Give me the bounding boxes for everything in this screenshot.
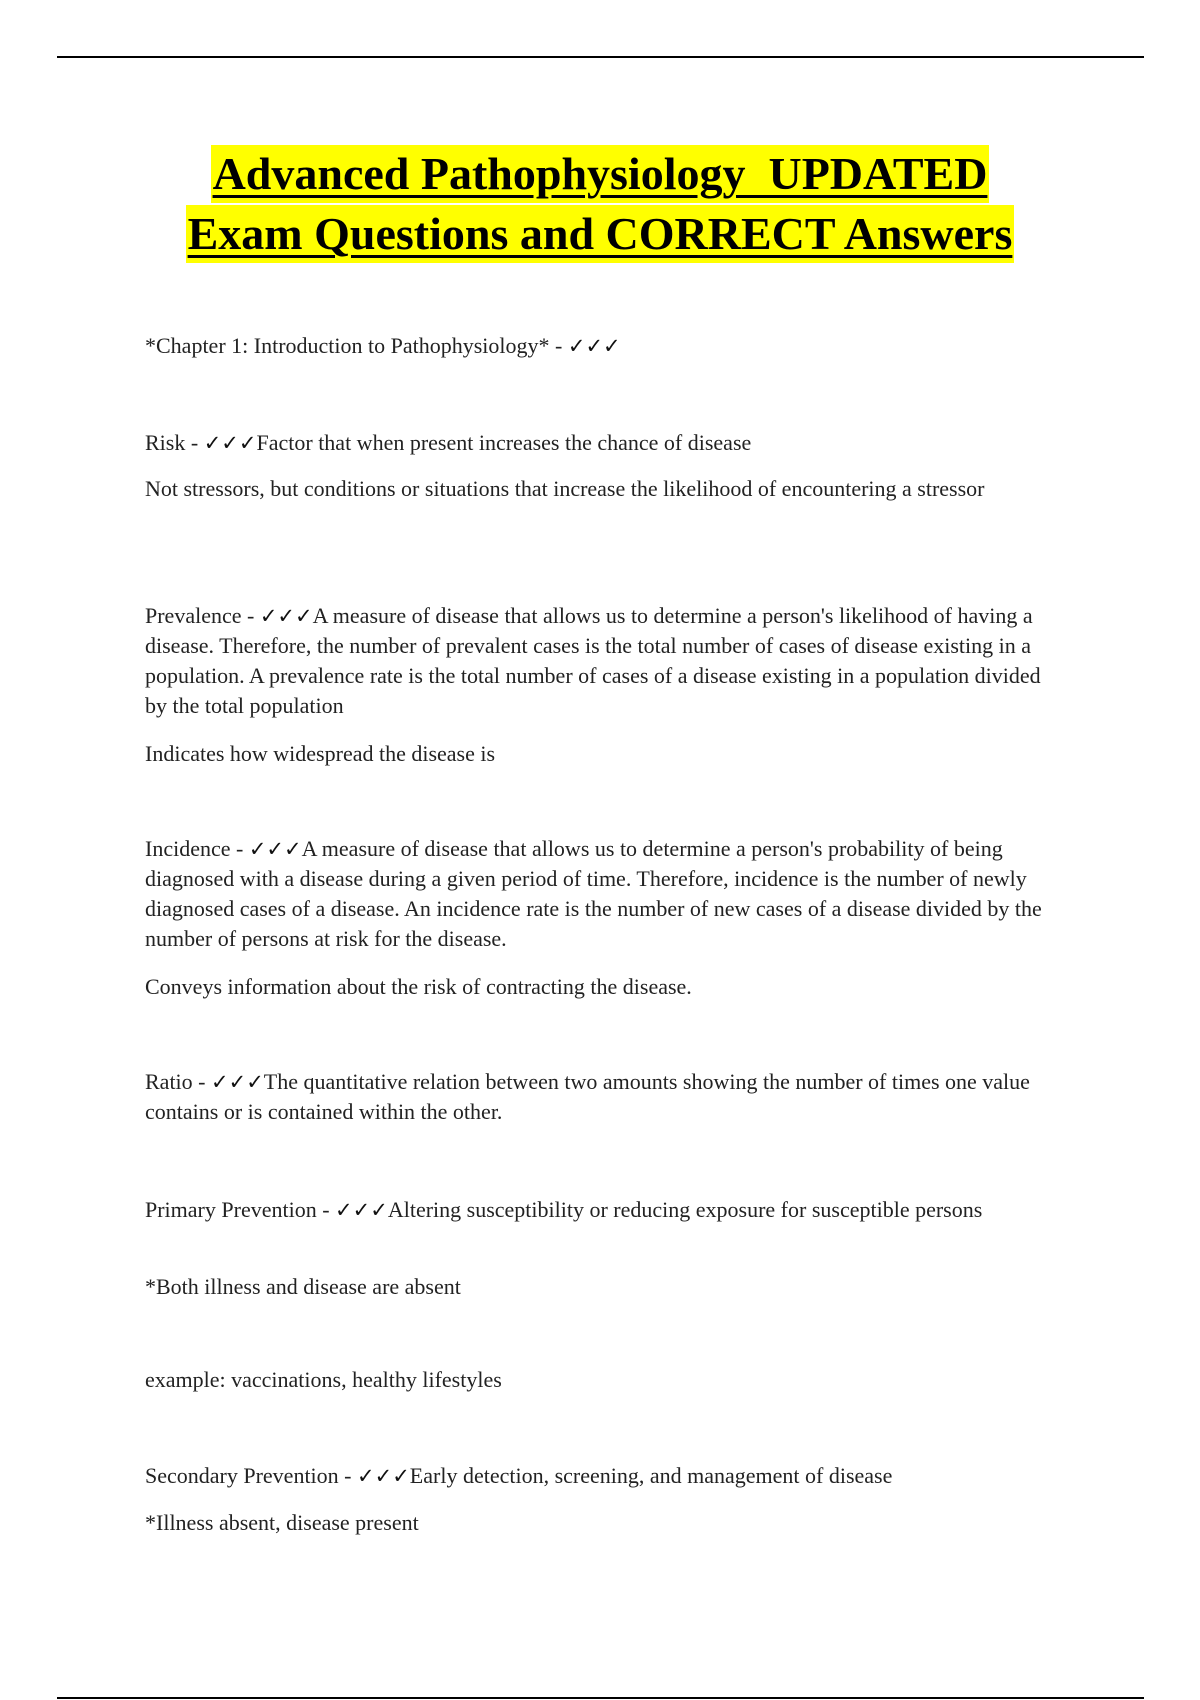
entry-definition: Early detection, screening, and management of disease [409, 1463, 893, 1488]
entry-ratio [145, 1067, 1045, 1127]
entry-risk [145, 428, 1045, 458]
entry-definition: A measure of disease that allows us to determine a person's likelihood of having a disease. Therefore, the number of prevalent cases is the total number of cases of disease existing in a population. A prevalence rate is the total number of cases of a disease existing in a population divided by the total population [145, 603, 1041, 718]
entry-definition: Factor that when present increases the chance of disease [256, 430, 752, 455]
check-mark-icon: ✓✓✓ [259, 604, 313, 628]
entry-incidence-note [145, 972, 1045, 1002]
entry-note: Conveys information about the risk of contracting the disease. [145, 974, 692, 999]
entry-primary-prevention-note [145, 1272, 1045, 1302]
top-rule [57, 56, 1144, 58]
chapter-heading-text: *Chapter 1: Introduction to Pathophysiology* - [145, 333, 568, 358]
entry-risk-note [145, 474, 1045, 504]
check-mark-icon: ✓✓✓ [357, 1464, 410, 1488]
entry-term: Primary Prevention - [145, 1197, 336, 1222]
entry-primary-prevention-example [145, 1365, 1045, 1395]
document-title [0, 145, 1200, 263]
entry-secondary-prevention [145, 1461, 1045, 1491]
entry-primary-prevention [145, 1195, 1045, 1225]
entry-incidence [145, 834, 1045, 954]
title-line-1: Advanced Pathophysiology UPDATED [211, 145, 990, 203]
chapter-heading [145, 331, 1045, 361]
entry-note: *Both illness and disease are absent [145, 1274, 461, 1299]
entry-definition: A measure of disease that allows us to determine a person's probability of being diagnosed with a disease during a given period of time. Therefore, incidence is the number of newly diagnosed cases of a disease. An incidence rate is the number of new cases of a disease divided by the number of persons at risk for the disease. [145, 836, 1042, 951]
check-mark-icon: ✓✓✓ [211, 1070, 264, 1094]
entry-term: Secondary Prevention - [145, 1463, 357, 1488]
check-mark-icon: ✓✓✓ [335, 1198, 388, 1222]
entry-term: Prevalence - [145, 603, 260, 628]
entry-definition: The quantitative relation between two amounts showing the number of times one value contains or is contained within the other. [145, 1069, 1030, 1124]
entry-note: Not stressors, but conditions or situations that increase the likelihood of encountering a stressor [145, 476, 985, 501]
entry-prevalence [145, 601, 1045, 721]
entry-prevalence-note [145, 739, 1045, 769]
check-mark-icon: ✓✓✓ [567, 334, 621, 358]
entry-term: Ratio - [145, 1069, 211, 1094]
check-mark-icon: ✓✓✓ [248, 837, 302, 861]
bottom-rule [57, 1697, 1144, 1699]
entry-definition: Altering susceptibility or reducing exposure for susceptible persons [387, 1197, 983, 1222]
entry-note: *Illness absent, disease present [145, 1510, 419, 1535]
entry-note: Indicates how widespread the disease is [145, 741, 496, 766]
entry-secondary-prevention-note [145, 1508, 1045, 1538]
title-line-2: Exam Questions and CORRECT Answers [186, 205, 1015, 263]
entry-example: example: vaccinations, healthy lifestyles [145, 1367, 502, 1392]
check-mark-icon: ✓✓✓ [203, 431, 257, 455]
entry-term: Incidence - [145, 836, 249, 861]
entry-term: Risk - [145, 430, 204, 455]
